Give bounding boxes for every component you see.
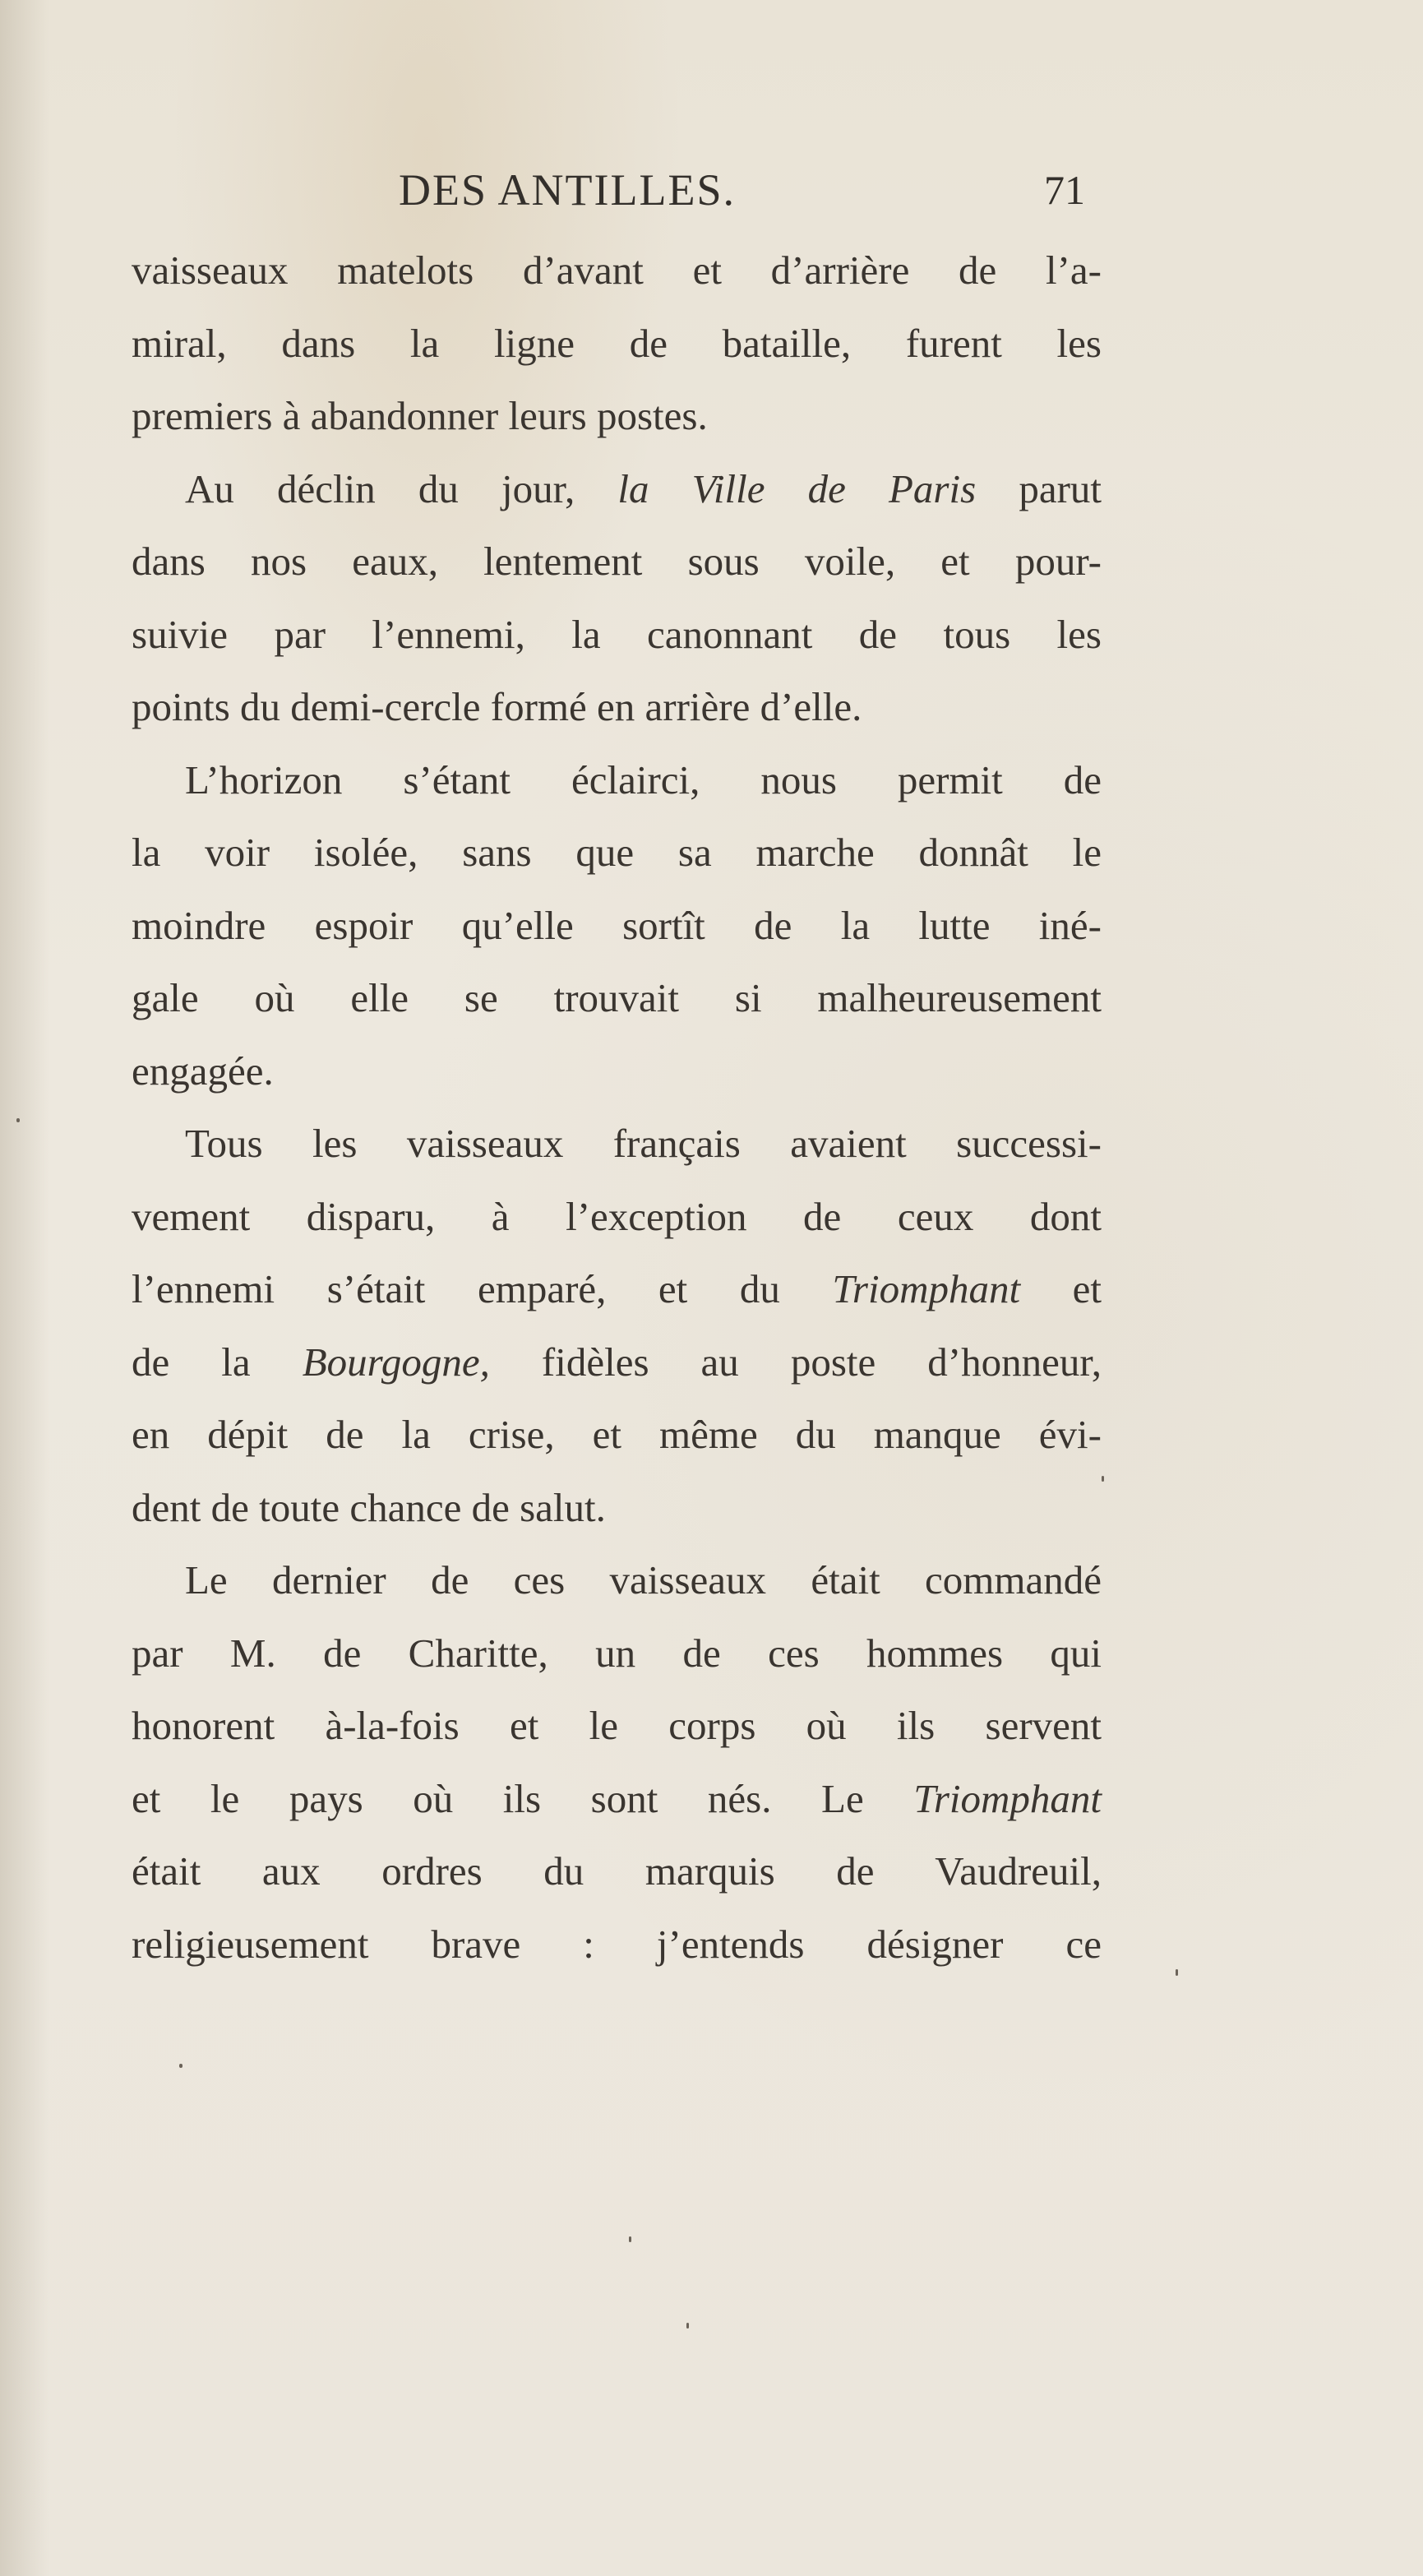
line-text: vement disparu, à l’exception de ceux dont xyxy=(132,1193,1102,1239)
line-text: vaisseaux matelots d’avant et d’arrière de l’a- xyxy=(132,247,1102,293)
line-text: et le pays où ils sont nés. Le xyxy=(132,1775,914,1821)
text-line xyxy=(132,1253,1102,1326)
text-line xyxy=(132,380,1102,453)
text-line xyxy=(132,234,1102,308)
text-line xyxy=(132,1472,1102,1545)
line-text: et xyxy=(1020,1266,1102,1311)
paper-speck xyxy=(179,2064,182,2068)
paper-speck xyxy=(686,2323,689,2329)
paper-speck xyxy=(16,1118,20,1122)
italic-text: Triomphant xyxy=(832,1266,1021,1311)
text-line xyxy=(132,962,1102,1035)
italic-text: Bourgogne, xyxy=(302,1339,490,1385)
line-text: Tous les vaisseaux français avaient successi- xyxy=(185,1121,1102,1166)
line-text: dent de toute chance de salut. xyxy=(132,1484,606,1530)
line-text: miral, dans la ligne de bataille, furent les xyxy=(132,320,1102,366)
line-text: gale où elle se trouvait si malheureusement xyxy=(132,975,1102,1020)
line-text: L’horizon s’étant éclairci, nous permit de xyxy=(185,756,1102,802)
line-text: premiers à abandonner leurs postes. xyxy=(132,393,708,438)
text-line xyxy=(132,599,1102,672)
italic-text: Triomphant xyxy=(913,1775,1102,1821)
line-text: fidèles au poste d’honneur, xyxy=(489,1339,1102,1385)
line-text: engagée. xyxy=(132,1048,274,1094)
line-text: l’ennemi s’était emparé, et du xyxy=(132,1266,833,1311)
text-line xyxy=(132,744,1102,817)
line-text: était aux ordres du marquis de Vaudreuil, xyxy=(132,1848,1102,1894)
text-line xyxy=(132,1617,1102,1690)
line-text: dans nos eaux, lentement sous voile, et pour- xyxy=(132,539,1102,584)
line-text: par M. de Charitte, un de ces hommes qui xyxy=(132,1630,1102,1676)
text-line xyxy=(132,1690,1102,1763)
page-number: 71 xyxy=(1044,167,1085,213)
text-line xyxy=(132,1108,1102,1181)
line-text: parut xyxy=(976,465,1102,511)
line-text: Le dernier de ces vaisseaux était commandé xyxy=(185,1557,1102,1602)
line-text: Au déclin du jour, xyxy=(185,465,618,511)
paper-speck xyxy=(1176,1969,1178,1976)
text-line xyxy=(132,308,1102,381)
line-text: la voir isolée, sans que sa marche donnât le xyxy=(132,830,1102,875)
text-line xyxy=(132,816,1102,890)
text-line xyxy=(132,1181,1102,1254)
text-line xyxy=(132,1035,1102,1108)
text-line xyxy=(132,1326,1102,1399)
line-text: suivie par l’ennemi, la canonnant de tous les xyxy=(132,611,1102,657)
text-line xyxy=(132,1763,1102,1836)
running-title: DES ANTILLES. xyxy=(399,165,736,215)
spine-shadow xyxy=(0,0,49,2576)
line-text: points du demi-cercle formé en arrière d’elle. xyxy=(132,684,862,729)
page-header xyxy=(132,156,1102,230)
line-text: en dépit de la crise, et même du manque évi- xyxy=(132,1412,1102,1457)
text-line xyxy=(132,1399,1102,1472)
line-text: religieusement brave : j’entends désigner ce xyxy=(132,1921,1102,1967)
paper-speck xyxy=(1102,1476,1104,1482)
text-line xyxy=(132,525,1102,599)
text-line xyxy=(132,671,1102,744)
text-line xyxy=(132,453,1102,526)
text-line xyxy=(132,890,1102,963)
text-line xyxy=(132,1544,1102,1617)
line-text: honorent à-la-fois et le corps où ils servent xyxy=(132,1703,1102,1748)
italic-text: la Ville de Paris xyxy=(617,465,977,511)
body-text xyxy=(132,234,1102,1981)
line-text: moindre espoir qu’elle sortît de la lutte iné- xyxy=(132,902,1102,948)
text-line xyxy=(132,1835,1102,1908)
line-text: de la xyxy=(132,1339,303,1385)
paper-speck xyxy=(629,2236,631,2242)
text-line xyxy=(132,1908,1102,1982)
